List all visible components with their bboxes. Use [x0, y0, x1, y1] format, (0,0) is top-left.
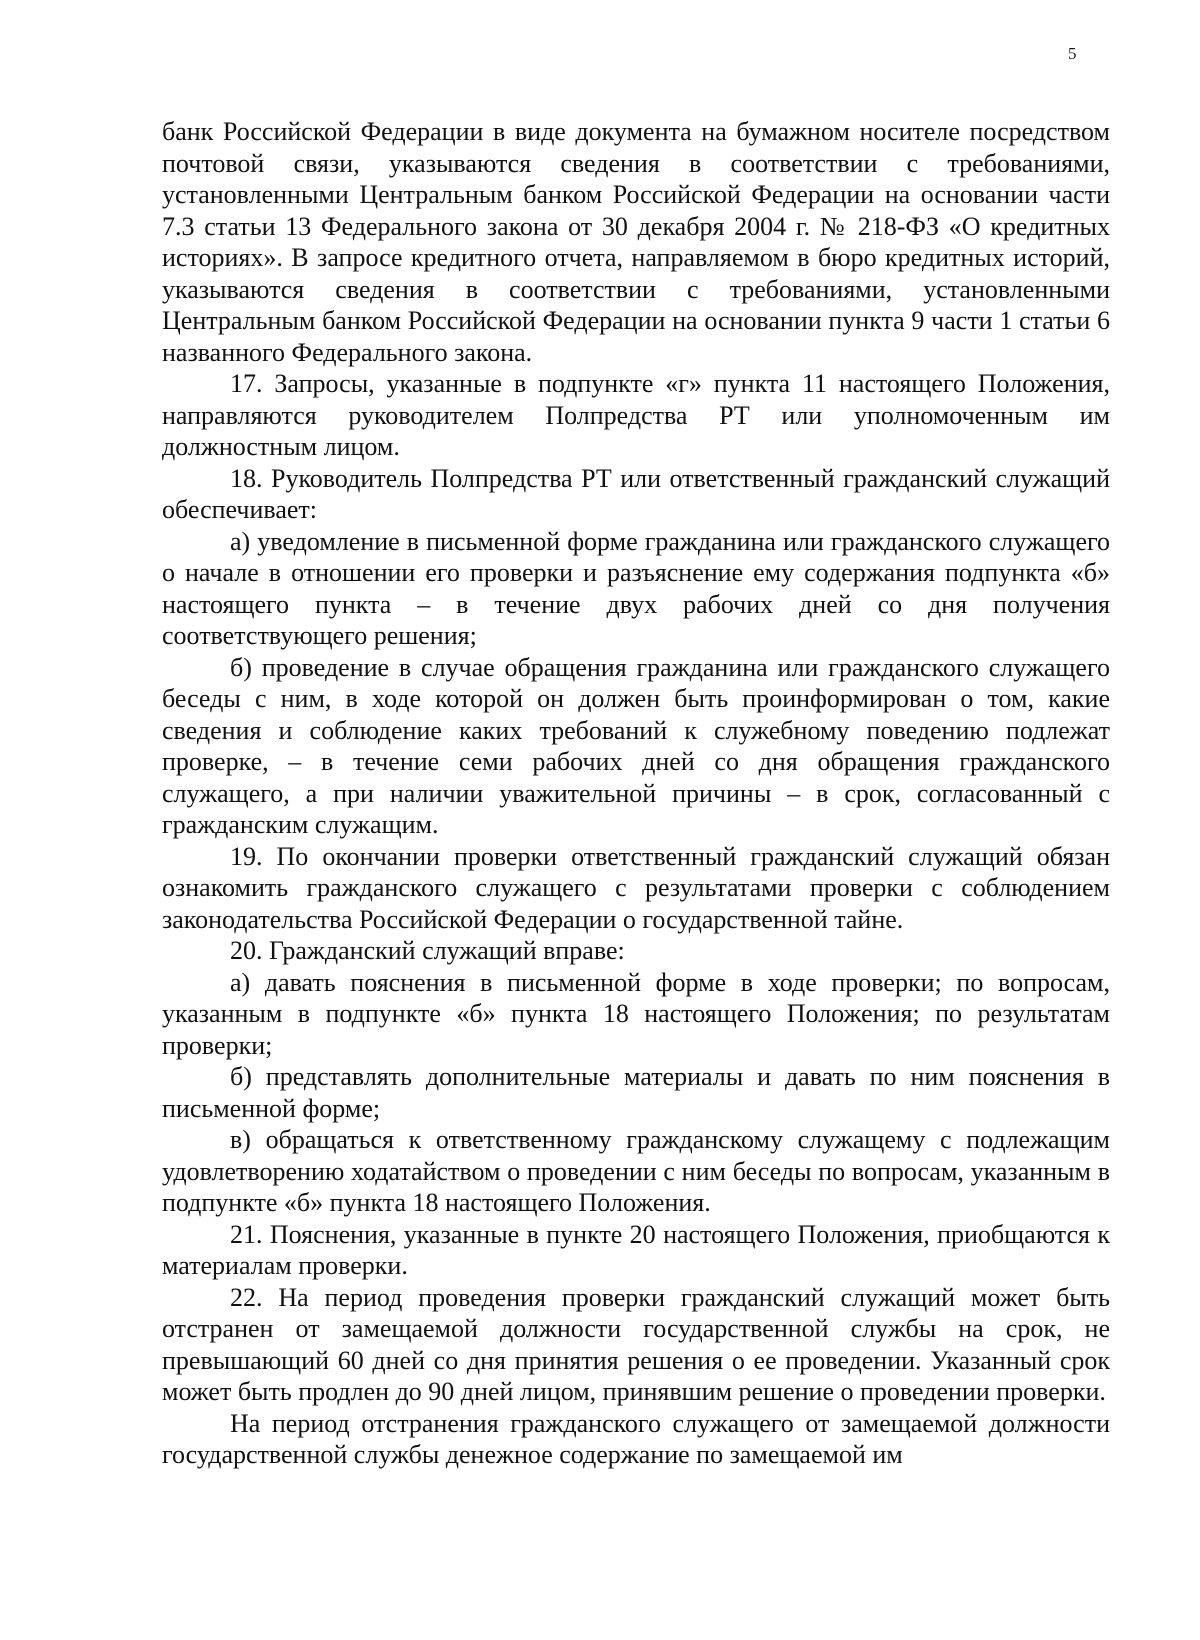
paragraph: 18. Руководитель Полпредства РТ или ответственный гражданский служащий обеспечивает: — [162, 463, 1110, 524]
paragraph: в) обращаться к ответственному гражданскому служащему с подлежащим удовлетворению ходатайством о проведении с ним беседы по вопросам, указанным в подпункте «б» пункта 18 настоящего Положения. — [162, 1125, 1110, 1217]
paragraph: банк Российской Федерации в виде документа на бумажном носителе посредством почтовой связи, указываются сведения в соответствии с требованиями, установленными Центральным банком Российской Федерации на основании части 7.3 статьи 13 Федерального закона от 30 декабря 2004 г. № 218-ФЗ «О кредитных историях». В запросе кредитного отчета, направляемом в бюро кредитных историй, указываются сведения в соответствии с требованиями, установленными Центральным банком Российской Федерации на основании пункта 9 части 1 статьи 6 названного Федерального закона. — [162, 117, 1110, 367]
paragraph: На период отстранения гражданского служащего от замещаемой должности государственной службы денежное содержание по замещаемой им — [162, 1408, 1110, 1469]
paragraph: б) представлять дополнительные материалы и давать по ним пояснения в письменной форме; — [162, 1062, 1110, 1123]
paragraph: 21. Пояснения, указанные в пункте 20 настоящего Положения, приобщаются к материалам проверки. — [162, 1219, 1110, 1280]
document-body — [162, 116, 1110, 1471]
paragraph: а) уведомление в письменной форме гражданина или гражданского служащего о начале в отношении его проверки и разъяснение ему содержания подпункта «б» настоящего пункта – в течение двух рабочих дней со дня получения соответствующего решения; — [162, 526, 1110, 650]
paragraph: 19. По окончании проверки ответственный гражданский служащий обязан ознакомить гражданского служащего с результатами проверки с соблюдением законодательства Российской Федерации о государственной тайне. — [162, 841, 1110, 934]
paragraph: 20. Гражданский служащий вправе: — [230, 936, 625, 965]
paragraph: б) проведение в случае обращения гражданина или гражданского служащего беседы с ним, в ходе которой он должен быть проинформирован о том, какие сведения и соблюдение каких требований к служебному поведению подлежат проверке, – в течение семи рабочих дней со дня обращения гражданского служащего, а при наличии уважительной причины – в срок, согласованный с гражданским служащим. — [162, 652, 1110, 839]
paragraph: а) давать пояснения в письменной форме в ходе проверки; по вопросам, указанным в подпункте «б» пункта 18 настоящего Положения; по результатам проверки; — [162, 967, 1110, 1060]
page-number: 5 — [1068, 44, 1077, 63]
paragraph: 22. На период проведения проверки гражданский служащий может быть отстранен от замещаемой должности государственной службы на срок, не превышающий 60 дней со дня принятия решения о ее проведении. Указанный срок может быть продлен до 90 дней лицом, принявшим решение о проведении проверки. — [162, 1282, 1110, 1406]
paragraph: 17. Запросы, указанные в подпункте «г» пункта 11 настоящего Положения, направляются руководителем Полпредства РТ или уполномоченным им должностным лицом. — [162, 369, 1110, 461]
